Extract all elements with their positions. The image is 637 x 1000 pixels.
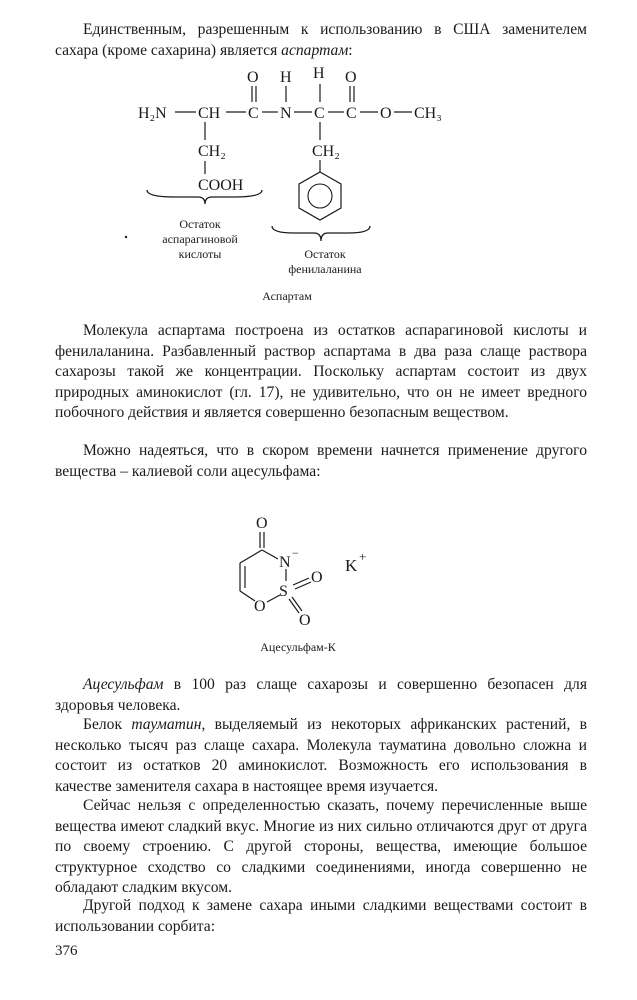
paragraph-sorbitol: Другой подход к замене сахара иными сладкими веществами состоит в использовании сорбита: bbox=[55, 897, 587, 935]
aspartame-h-n: H bbox=[280, 69, 292, 86]
aspartame-o2: O bbox=[345, 69, 357, 86]
aspartame-ch2-phe: CH₂ bbox=[312, 143, 340, 160]
acesulfame-s: S bbox=[279, 583, 288, 600]
residue-phe-line1: Остаток bbox=[304, 247, 346, 261]
residue-asp-line1: Остаток bbox=[179, 217, 221, 231]
intro-term: аспартам bbox=[281, 41, 349, 59]
residue-asp-line3: кислоты bbox=[178, 247, 222, 261]
aspartame-structure bbox=[0, 60, 637, 310]
paragraph-thaumatin bbox=[55, 715, 587, 797]
acesulfame-term: Ацесульфам bbox=[83, 676, 164, 693]
aspartame-ch: CH bbox=[198, 105, 221, 122]
acesulfame-o-carbonyl: O bbox=[256, 515, 268, 532]
intro-colon: : bbox=[348, 41, 353, 59]
brace-phe bbox=[272, 226, 370, 241]
residue-phe-line2: фенилаланина bbox=[288, 262, 362, 276]
acesulfame-n-minus: − bbox=[292, 546, 299, 560]
aspartame-caption: Аспартам bbox=[262, 289, 312, 303]
aspartame-ch2-asp: CH₂ bbox=[198, 143, 226, 160]
aspartame-c3: C bbox=[346, 105, 357, 122]
thaumatin-text: , выделяемый из некоторых африканских растений, в несколько тысяч раз слаще сахара. Молекула тауматина довольно сложна и состоит из остатков 20 аминокислот. Возможность его использования в качестве заменителя сахара в настоящее время изучается. bbox=[55, 716, 587, 795]
acesulfame-n: N bbox=[279, 554, 291, 571]
aspartame-c2: C bbox=[314, 105, 325, 122]
acesulfame-structure bbox=[0, 505, 637, 655]
aspartame-h2n: H₂N bbox=[138, 105, 167, 122]
acesulfame-k-plus: + bbox=[359, 549, 367, 564]
aspartame-cooh: COOH bbox=[198, 177, 244, 194]
page-number: 376 bbox=[55, 943, 78, 959]
thaumatin-before: Белок bbox=[83, 716, 132, 733]
intro-text: Единственным, разрешенным к использованию в США заменителем сахара (кроме сахарина) является bbox=[55, 21, 587, 59]
intro-paragraph bbox=[55, 20, 587, 61]
aspartame-n: N bbox=[280, 105, 292, 122]
acesulfame-o-s1: O bbox=[311, 569, 323, 586]
paragraph-acesulfame-intro: Можно надеяться, что в скором времени начнется применение другого вещества – калиевой соли ацесульфама: bbox=[55, 442, 587, 480]
aspartame-h-c: H bbox=[313, 65, 325, 82]
aspartame-o-ester: O bbox=[380, 105, 392, 122]
aspartame-ch3: CH₃ bbox=[414, 105, 442, 122]
benzene-ring bbox=[299, 172, 341, 220]
acesulfame-text: в 100 раз слаще сахарозы и совершенно безопасен для здоровья человека. bbox=[55, 676, 587, 714]
aspartame-o1: O bbox=[247, 69, 259, 86]
acesulfame-k: K bbox=[345, 556, 358, 575]
paragraph-aspartame-description: Молекула аспартама построена из остатков аспарагиновой кислоты и фенилаланина. Разбавленный раствор аспартама в два раза слаще раствора сахарозы такой же концентрации. Поскольку аспартам состоит из двух природных аминокислот (гл. 17), не удивительно, что он не имеет вредного побочного действия и является совершенно безопасным веществом. bbox=[55, 322, 587, 422]
acesulfame-o-ring: O bbox=[254, 598, 266, 615]
paragraph-acesulfame bbox=[55, 675, 587, 716]
residue-asp-line2: аспарагиновой bbox=[162, 232, 238, 246]
acesulfame-caption: Ацесульфам-К bbox=[260, 640, 336, 654]
paragraph-sweet-taste: Сейчас нельзя с определенностью сказать, почему перечисленные выше вещества имеют сладкий вкус. Многие из них сильно отличаются друг от друга по своему строению. С другой стороны, вещества, имеющие большое структурное сходство со сладкими соединениями, иногда совершенно не обладают сладким вкусом. bbox=[55, 797, 587, 897]
thaumatin-term: тауматин bbox=[131, 716, 202, 733]
acesulfame-o-s2: O bbox=[299, 612, 311, 629]
aspartame-c1: C bbox=[248, 105, 259, 122]
